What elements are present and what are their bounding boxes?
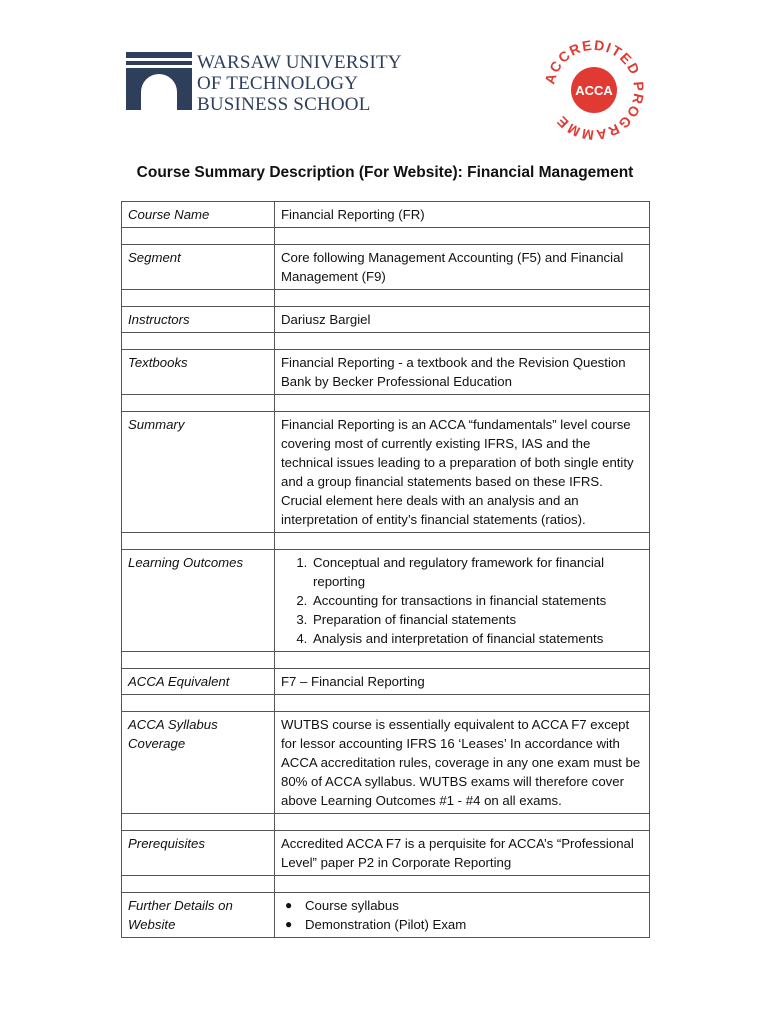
list-item-text: Demonstration (Pilot) Exam (305, 917, 467, 932)
row-label: Course Name (122, 202, 275, 228)
table-spacer-row (122, 814, 650, 831)
row-value: Financial Reporting - a textbook and the Revision Question Bank by Becker Professional Education (275, 350, 650, 395)
list-item: 4. Analysis and interpretation of financial statements (311, 629, 643, 648)
list-item: 1. Conceptual and regulatory framework for financial reporting (311, 553, 643, 591)
table-row-instructors (122, 307, 650, 333)
table-spacer-row (122, 533, 650, 550)
row-value: Core following Management Accounting (F5) and Financial Management (F9) (275, 245, 650, 290)
learning-outcomes-list (281, 553, 643, 648)
table-spacer-row (122, 333, 650, 350)
row-label: Learning Outcomes (122, 550, 275, 652)
row-value: Dariusz Bargiel (275, 307, 650, 333)
list-item (285, 915, 643, 934)
row-label: ACCA Equivalent (122, 669, 275, 695)
table-row-acca-equivalent (122, 669, 650, 695)
table-row-summary (122, 412, 650, 533)
acca-accredited-badge (540, 36, 648, 144)
course-summary-table (121, 201, 650, 938)
table-row-segment (122, 245, 650, 290)
table-row-course-name (122, 202, 650, 228)
table-spacer-row (122, 876, 650, 893)
row-value: Financial Reporting (FR) (275, 202, 650, 228)
table-row-prerequisites (122, 831, 650, 876)
row-value: Financial Reporting is an ACCA “fundamentals” level course covering most of currently existing IFRS, IAS and the technical issues leading to a preparation of both single entity and a group financial statements based on these IFRS. Crucial element here deals with an analysis and an interpretation of entity’s financial statements (ratios). (275, 412, 650, 533)
university-name-line-2: OF TECHNOLOGY (197, 73, 359, 94)
table-row-textbooks (122, 350, 650, 395)
row-value: Accredited ACCA F7 is a perquisite for ACCA’s “Professional Level” paper P2 in Corporate Reporting (275, 831, 650, 876)
row-value: F7 – Financial Reporting (275, 669, 650, 695)
row-label: Further Details on Website (122, 893, 275, 938)
badge-ring-text: ACCREDITED PROGRAMME (541, 36, 648, 144)
row-label: Instructors (122, 307, 275, 333)
table-row-acca-syllabus (122, 712, 650, 814)
table-row-learning-outcomes (122, 550, 650, 652)
list-item (285, 896, 643, 915)
university-logo (126, 52, 406, 114)
row-label: Summary (122, 412, 275, 533)
bullet-icon: ● (285, 898, 293, 912)
arch-icon (126, 52, 192, 114)
list-item: 3. Preparation of financial statements (311, 610, 643, 629)
badge-center-text: ACCA (575, 83, 613, 98)
row-value: WUTBS course is essentially equivalent to ACCA F7 except for lessor accounting IFRS 16 ‘Leases’ In accordance with ACCA accreditation rules, coverage in any one exam must be 80% of ACCA syllabus. WUTBS exams will therefore cover above Learning Outcomes #1 - #4 on all exams. (275, 712, 650, 814)
row-label: Textbooks (122, 350, 275, 395)
row-label: Prerequisites (122, 831, 275, 876)
table-row-further-details (122, 893, 650, 938)
row-value (275, 893, 650, 938)
table-spacer-row (122, 290, 650, 307)
table-spacer-row (122, 695, 650, 712)
table-spacer-row (122, 228, 650, 245)
table-spacer-row (122, 652, 650, 669)
bullet-icon: ● (285, 917, 293, 931)
list-item-text: Course syllabus (305, 898, 399, 913)
table-spacer-row (122, 395, 650, 412)
row-value (275, 550, 650, 652)
further-details-list (281, 896, 643, 934)
row-label: Segment (122, 245, 275, 290)
page-title: Course Summary Description (For Website): Financial Management (136, 164, 634, 181)
university-name-line-1: WARSAW UNIVERSITY (197, 52, 402, 73)
university-name-line-3: BUSINESS SCHOOL (197, 94, 371, 115)
university-name (197, 52, 402, 115)
row-label: ACCA Syllabus Coverage (122, 712, 275, 814)
list-item: 2. Accounting for transactions in financial statements (311, 591, 643, 610)
